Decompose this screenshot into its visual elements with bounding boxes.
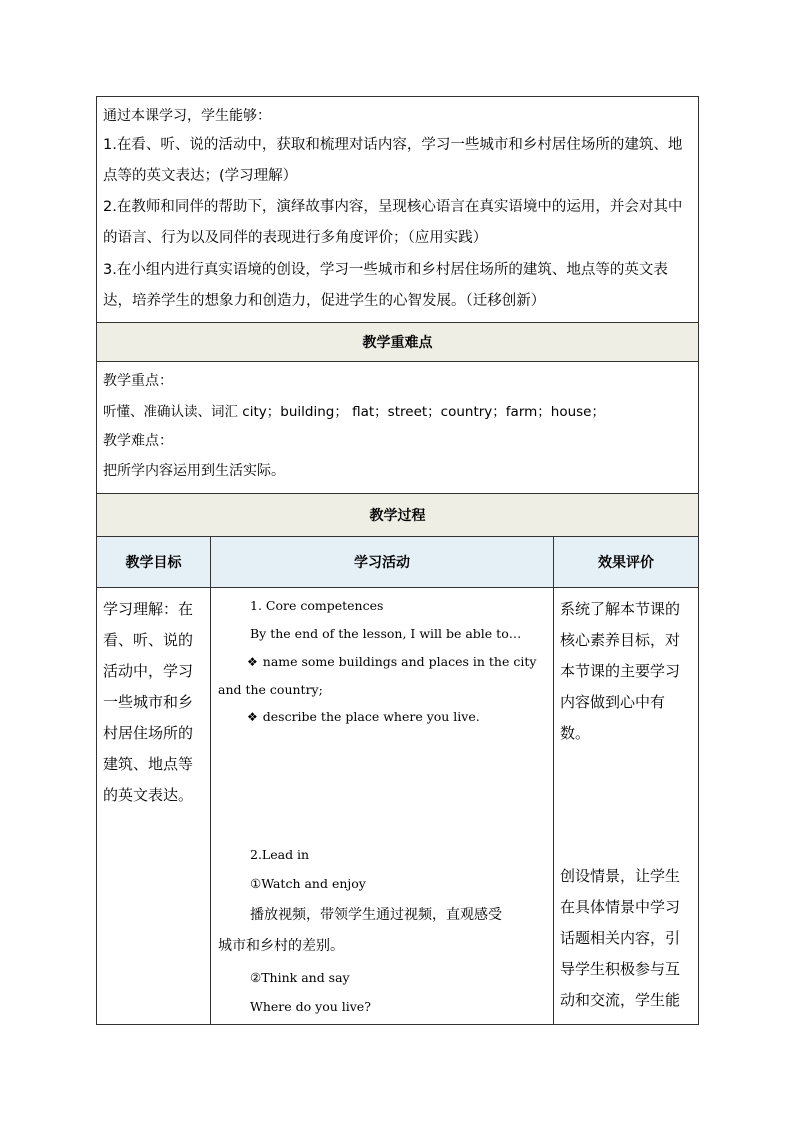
process-column-headers: [97, 537, 698, 588]
activity-step-1: ①Watch and enjoy: [250, 876, 366, 891]
col-header-eval: 效果评价: [598, 555, 654, 571]
lesson-plan-table: [96, 96, 699, 1025]
activity-step-1-desc: 播放视频，带领学生通过视频，直观感受: [250, 907, 502, 923]
objectives-section: [97, 97, 698, 323]
activity-bullet-1-cont: and the country;: [218, 682, 323, 697]
activity-step-2: ②Think and say: [250, 970, 350, 985]
objective-1: 1.在看、听、说的活动中，获取和梳理对话内容，学习一些城市和乡村居住场所的建筑、地点等的英文表达；(学习理解）: [103, 137, 683, 184]
bullet-1-text: name some buildings and places in the city: [262, 654, 537, 669]
eval-text-2: 创设情景，让学生在具体情景中学习话题相关内容，引导学生积极参与互动和交流，学生能: [560, 867, 681, 1009]
difficulty-text: 把所学内容运用到生活实际。: [103, 463, 285, 479]
col-header-goal: 教学目标: [125, 555, 182, 571]
key-points-section: [97, 362, 698, 494]
diamond-bullet-icon: ❖: [247, 655, 258, 669]
column-divider: [553, 537, 554, 1024]
diamond-bullet-icon: ❖: [247, 710, 258, 724]
eval-text-1: 系统了解本节课的核心素养目标，对本节课的主要学习内容做到心中有数。: [560, 600, 681, 742]
difficulty-label: 教学难点：: [103, 433, 173, 449]
process-header: 教学过程: [97, 494, 698, 537]
goal-cell-text: 学习理解：在看、听、说的活动中，学习一些城市和乡村居住场所的建筑、地点等的英文表达。: [103, 600, 194, 804]
bullet-2-text: describe the place where you live.: [262, 709, 480, 724]
objective-2: 2.在教师和同伴的帮助下，演绎故事内容，呈现核心语言在真实语境中的运用，并会对其中的语言、行为以及同伴的表现进行多角度评价；（应用实践）: [103, 199, 683, 246]
activity-core-intro: By the end of the lesson, I will be able to…: [250, 626, 522, 641]
activity-core-title: 1. Core competences: [250, 598, 384, 613]
objective-3: 3.在小组内进行真实语境的创设，学习一些城市和乡村居住场所的建筑、地点等的英文表达，培养学生的想象力和创造力，促进学生的心智发展。（迁移创新）: [103, 262, 668, 309]
activity-bullet-2: [247, 709, 480, 724]
objectives-intro: 通过本课学习，学生能够：: [103, 108, 271, 124]
focus-text: 听懂、准确认读、词汇 city；building； flat；street；country；farm；house；: [103, 404, 605, 420]
column-divider: [210, 537, 211, 1024]
activity-lead-title: 2.Lead in: [250, 847, 310, 862]
key-points-header: 教学重难点: [97, 323, 698, 362]
focus-label: 教学重点：: [103, 373, 173, 389]
activity-step-2-question: Where do you live?: [250, 999, 371, 1014]
activity-bullet-1: [247, 654, 536, 669]
activity-step-1-desc-cont: 城市和乡村的差别。: [218, 938, 344, 954]
col-header-activity: 学习活动: [354, 555, 410, 571]
